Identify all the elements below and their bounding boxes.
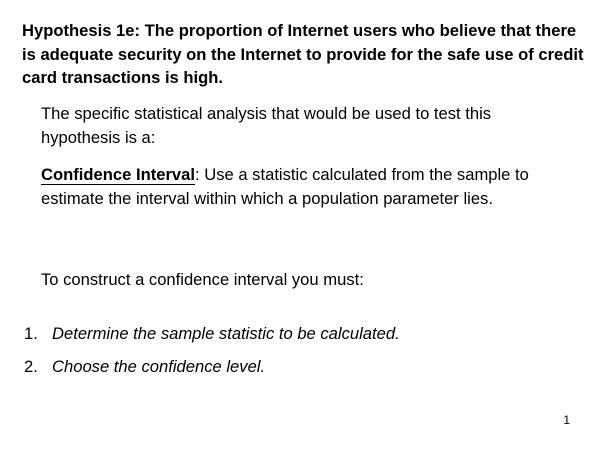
step-number: 2.: [24, 356, 38, 376]
definition-text: : Use a statistic calculated from the sample to estimate the interval within which a population parameter lies.: [41, 165, 529, 208]
slide-title: Hypothesis 1e: The proportion of Internet users who believe that there is adequate security on the Internet to provide for the safe use of credit card transactions is high.: [22, 21, 584, 87]
definition-paragraph: [41, 163, 561, 210]
step-text: Determine the sample statistic to be calculated.: [52, 324, 400, 343]
list-item: [24, 322, 400, 346]
construct-heading: To construct a confidence interval you must:: [41, 270, 364, 289]
term-confidence-interval: Confidence Interval: [41, 165, 195, 184]
step-text: Choose the confidence level.: [52, 356, 266, 376]
steps-list: [24, 322, 400, 387]
step-number: 1.: [24, 324, 38, 343]
list-item: [24, 355, 400, 379]
intro-paragraph: The specific statistical analysis that would be used to test this hypothesis is a:: [41, 104, 492, 147]
page-number: 1: [563, 413, 570, 427]
